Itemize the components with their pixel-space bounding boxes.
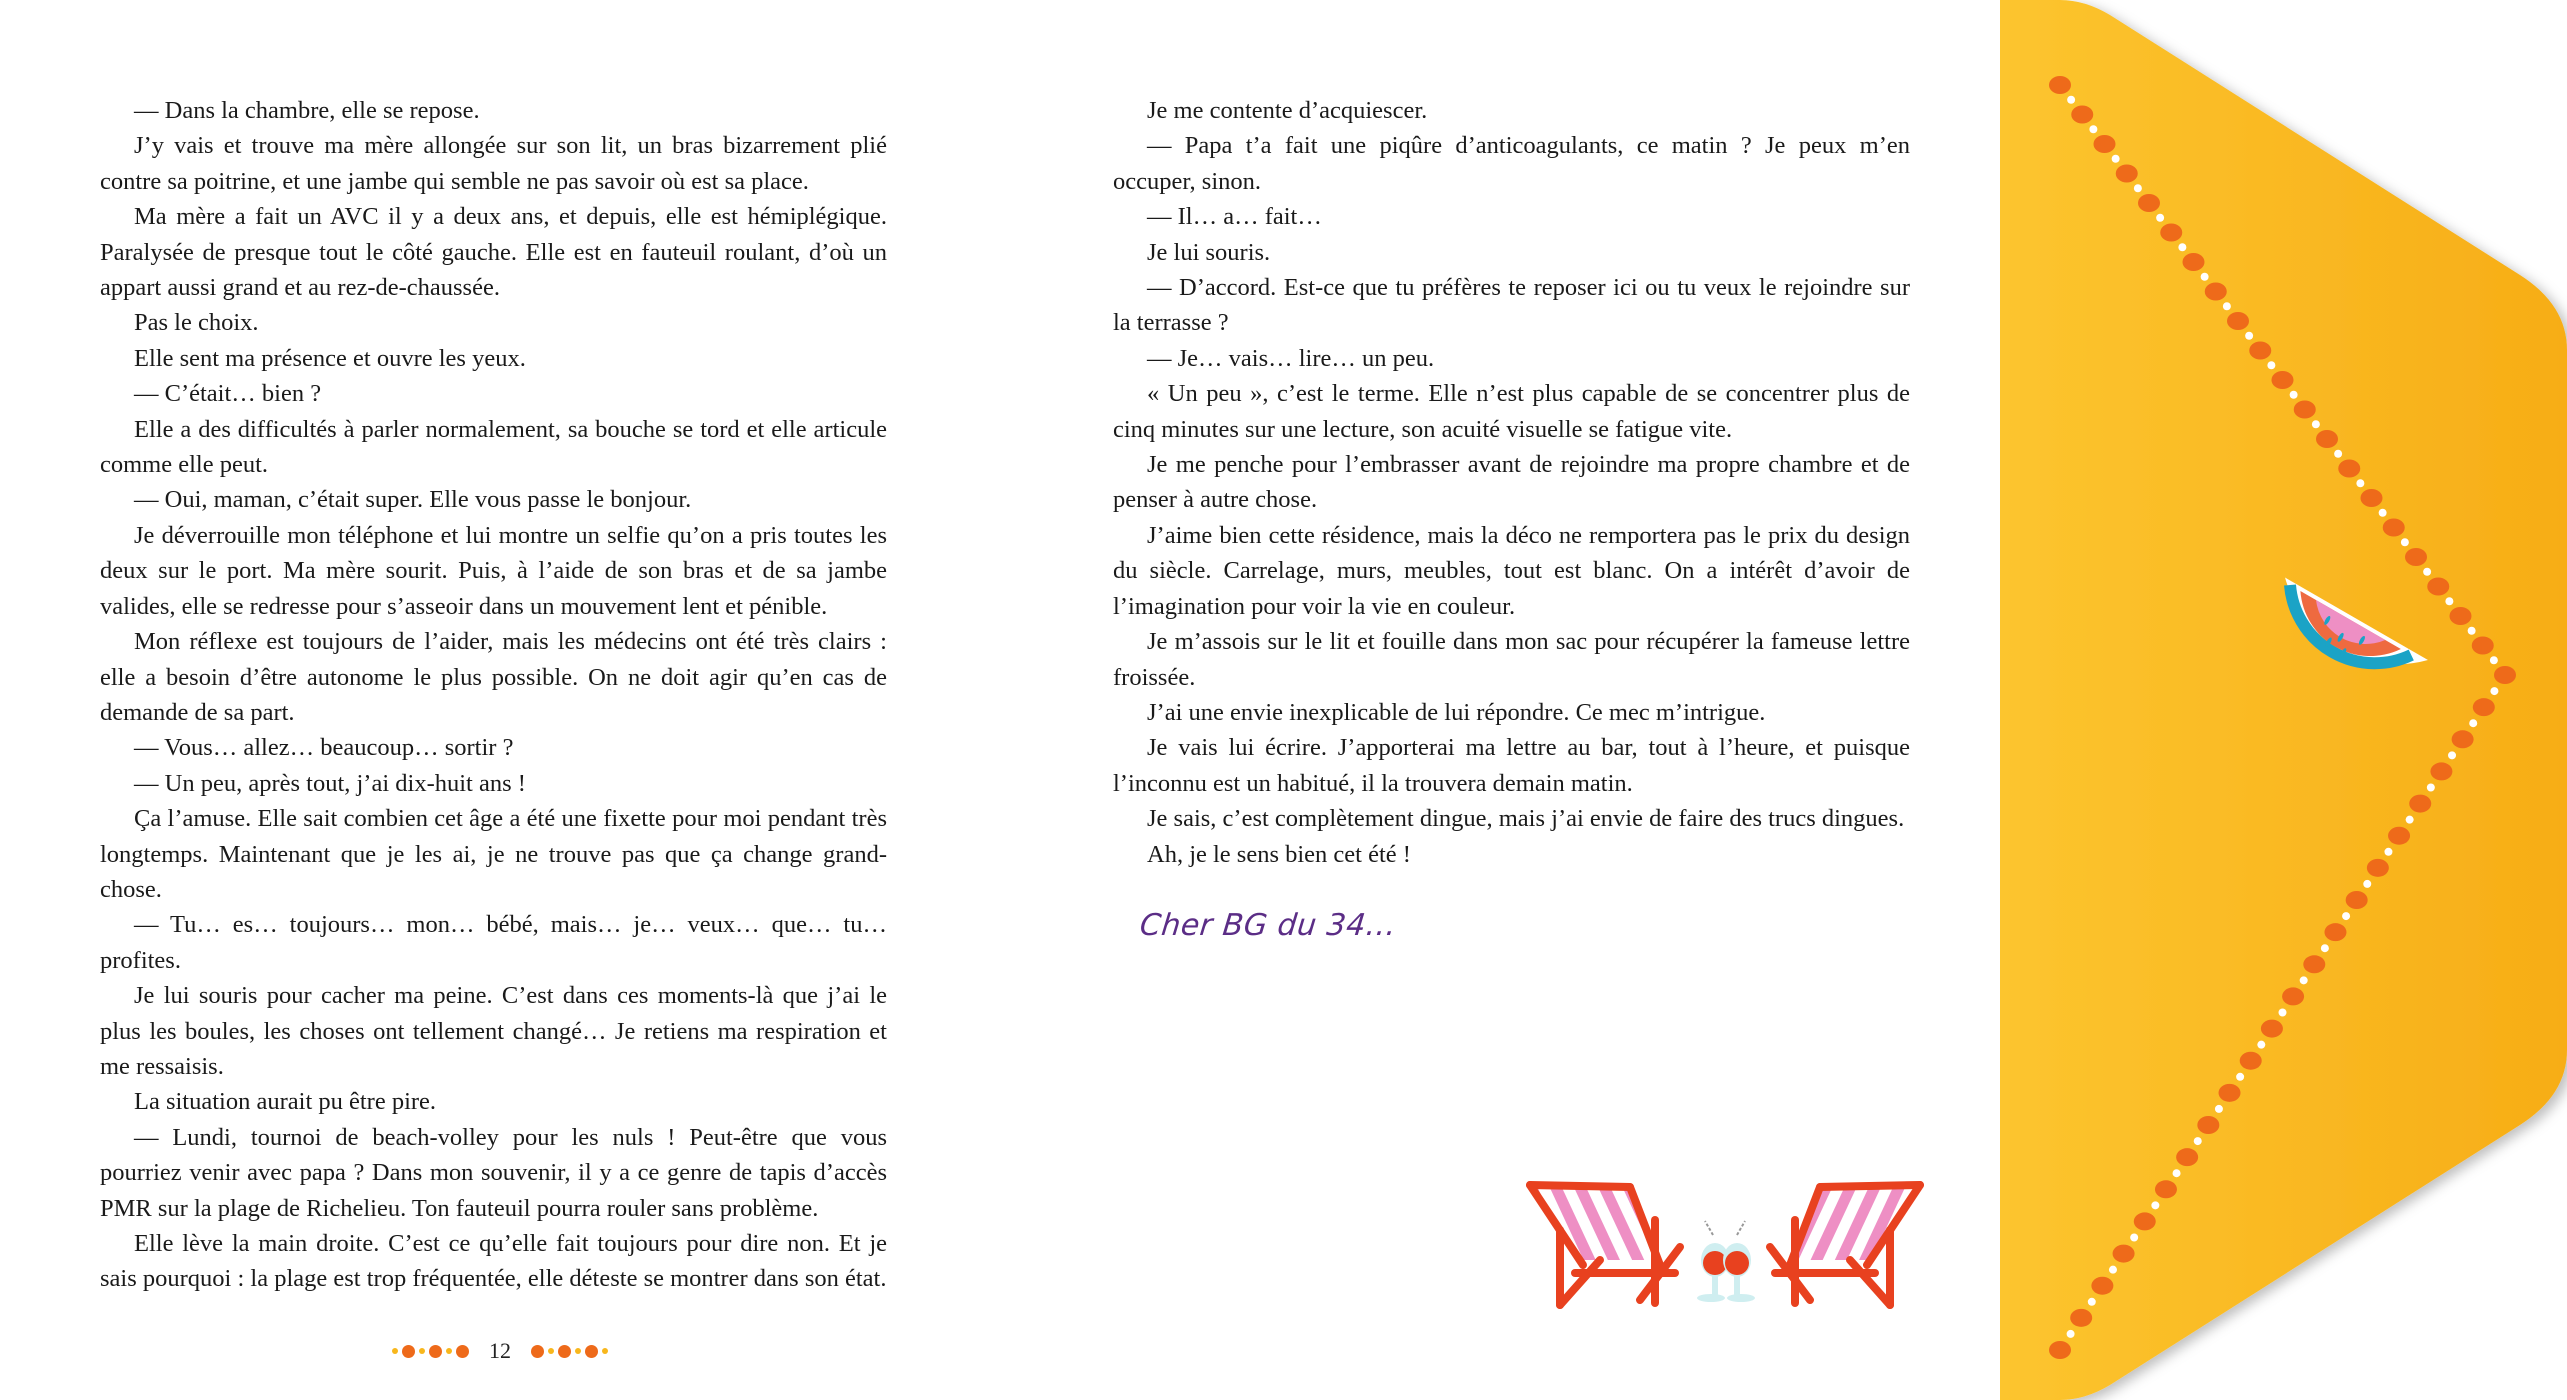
paragraph: — Lundi, tournoi de beach-volley pour les nuls ! Peut-être que vous pourriez venir avec papa ? Dans mon souvenir, il y a ce genre de tapis d’accès PMR sur la plage de Richelieu. Ton fauteuil pourra rouler sans problème. (100, 1123, 887, 1222)
paragraph: Ah, je le sens bien cet été ! (1147, 840, 1411, 868)
paragraph: « Un peu », c’est le terme. Elle n’est plus capable de se concentrer plus de cinq minutes sur une lecture, son acuité visuelle se fatigue vite. (1113, 380, 1910, 443)
paragraph: Je vais lui écrire. J’apporterai ma lettre au bar, tout à l’heure, et puisque l’inconnu est un habitué, il la trouvera demain matin. (1113, 734, 1910, 797)
paragraph: J’y vais et trouve ma mère allongée sur son lit, un bras bizarrement plié contre sa poitrine, et une jambe qui semble ne pas savoir où est sa place. (100, 132, 887, 195)
paragraph: Elle sent ma présence et ouvre les yeux. (134, 344, 526, 372)
page-footer (395, 1336, 605, 1366)
paragraph: Je m’assois sur le lit et fouille dans mon sac pour récupérer la fameuse lettre froissée. (1113, 628, 1910, 691)
paragraph: J’ai une envie inexplicable de lui répondre. Ce mec m’intrigue. (1147, 698, 1766, 726)
paragraph: Ma mère a fait un AVC il y a deux ans, et depuis, elle est hémiplégique. Paralysée de presque tout le côté gauche. Elle est en fauteuil roulant, d’où un appart aussi grand et au rez-de-chaussée. (100, 203, 887, 302)
paragraph: Elle lève la main droite. C’est ce qu’elle fait toujours pour dire non. Et je sais pourquoi : la plage est trop fréquentée, elle déteste se montrer dans son état. (100, 1230, 887, 1293)
footer-dots-right-icon (531, 1345, 608, 1358)
page-number: 12 (489, 1338, 511, 1363)
paragraph: Je lui souris. (1147, 238, 1271, 266)
paragraph: Elle a des difficultés à parler normalement, sa bouche se tord et elle articule comme elle peut. (100, 415, 887, 479)
paragraph: J’aime bien cette résidence, mais la déco ne remportera pas le prix du design du siècle. Carrelage, murs, meubles, tout est blanc. On a intérêt d’avoir de l’imagination pour voir la vie en couleur. (1113, 521, 1910, 620)
paragraph: Je me penche pour l’embrasser avant de rejoindre ma propre chambre et de penser à autre chose. (1113, 451, 1910, 514)
paragraph: Pas le choix. (134, 309, 259, 337)
deck-chairs-icon (1515, 1165, 1935, 1315)
paragraph: — D’accord. Est-ce que tu préfères te reposer ici ou tu veux le rejoindre sur la terrasse ? (1113, 274, 1910, 337)
paragraph: — Oui, maman, c’était super. Elle vous passe le bonjour. (134, 486, 692, 514)
paragraph: Mon réflexe est toujours de l’aider, mais les médecins ont été très clairs : elle a besoin d’être autonome le plus possible. On ne doit agir qu’en cas de demande de sa part. (100, 628, 887, 726)
cocktail-glasses-icon (1697, 1221, 1755, 1302)
paragraph: Je déverrouille mon téléphone et lui montre un selfie qu’on a pris toutes les deux sur le port. Ma mère sourit. Puis, à l’aide de son bras et de sa jambe valides, elle se redresse pour s’asseoir dans un mouvement lent et pénible. (100, 521, 887, 620)
paragraph: La situation aurait pu être pire. (134, 1088, 437, 1116)
right-page-text (1113, 93, 1910, 872)
paragraph: — Tu… es… toujours… mon… bébé, mais… je… veux… que… tu… profites. (100, 911, 887, 974)
decorative-panel (2000, 0, 2567, 1400)
paragraph: Je lui souris pour cacher ma peine. C’est dans ces moments-là que j’ai le plus les boules, les choses ont tellement changé… Je retiens ma respiration et me ressaisis. (100, 982, 887, 1080)
paragraph: Je sais, c’est complètement dingue, mais j’ai envie de faire des trucs dingues. (1147, 805, 1905, 833)
paragraph: — Papa t’a fait une piqûre d’anticoagulants, ce matin ? Je peux m’en occuper, sinon. (1113, 132, 1910, 195)
paragraph: — Vous… allez… beaucoup… sortir ? (134, 734, 514, 762)
footer-dots-left-icon (392, 1345, 469, 1358)
paragraph: Je me contente d’acquiescer. (1147, 97, 1428, 124)
paragraph: — Un peu, après tout, j’ai dix-huit ans ! (134, 769, 526, 797)
paragraph: — Je… vais… lire… un peu. (1147, 344, 1435, 372)
paragraph: — C’était… bien ? (134, 380, 322, 408)
paragraph: — Dans la chambre, elle se repose. (134, 97, 480, 124)
paragraph: — Il… a… fait… (1147, 203, 1322, 231)
left-page-text (100, 93, 887, 1297)
handwritten-note: Cher BG du 34… (1138, 908, 1399, 943)
paragraph: Ça l’amuse. Elle sait combien cet âge a été une fixette pour moi pendant très longtemps. Maintenant que je les ai, je ne trouve pas que ça change grand-chose. (100, 805, 887, 903)
